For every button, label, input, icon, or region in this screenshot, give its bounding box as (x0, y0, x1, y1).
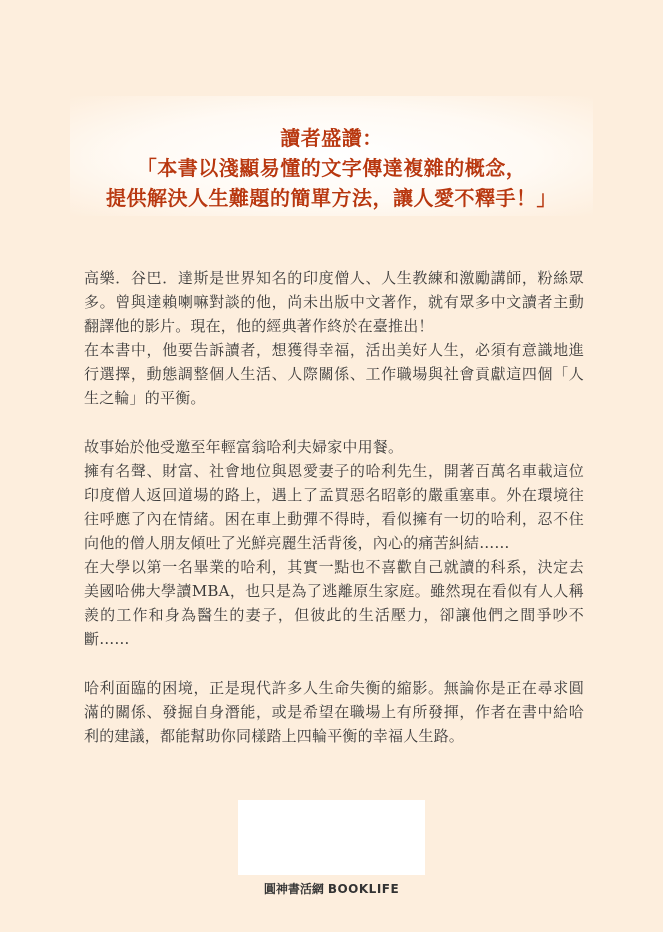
praise-quote-line-2: 提供解決人生難題的簡單方法，讓人愛不釋手！」 (106, 186, 557, 210)
paragraph-spacer (84, 652, 584, 676)
praise-heading: 讀者盛讚： (280, 126, 383, 150)
publisher-logo (0, 880, 663, 897)
paragraph-spacer (84, 411, 584, 435)
praise-quote-line-1: 「本書以淺顯易懂的文字傳達複雜的概念， (136, 156, 527, 180)
barcode-area (238, 800, 425, 875)
book-description (84, 266, 584, 748)
paragraph-harry-traffic: 擁有名聲、財富、社會地位與恩愛妻子的哈利先生，開著百萬名車載這位印度僧人返回道場的路上，遇上了孟買惡名昭彰的嚴重塞車。外在環境往往呼應了內在情緒。困在車上動彈不得時，看似擁有一切的哈利，忍不住向他的僧人朋友傾吐了光鮮亮麗生活背後，內心的痛苦糾結…… (84, 461, 584, 553)
publisher-cn-name: 圓神書活網 (263, 882, 324, 896)
paragraph-harry-background: 在大學以第一名畢業的哈利，其實一點也不喜歡自己就讀的科系，決定去美國哈佛大學讀MBA，也只是為了逃離原生家庭。雖然現在看似有人人稱羨的工作和身為醫生的妻子，但彼此的生活壓力，卻讓他們之間爭吵不斷…… (84, 558, 584, 649)
paragraph-conclusion: 哈利面臨的困境，正是現代許多人生命失衡的縮影。無論你是正在尋求圓滿的關係、發掘自身潛能，或是希望在職場上有所發揮，作者在書中給哈利的建議，都能幫助你同樣踏上四輪平衡的幸福人生路。 (84, 678, 584, 745)
paragraph-intro: 高樂．谷巴．達斯是世界知名的印度僧人、人生教練和激勵講師，粉絲眾多。曾與達賴喇嘛對談的他，尚未出版中文著作，就有眾多中文讀者主動翻譯他的影片。現在，他的經典著作終於在臺推出！ (84, 269, 584, 336)
publisher-brand: BOOKLIFE (327, 882, 400, 896)
paragraph-story-start: 故事始於他受邀至年輕富翁哈利夫婦家中用餐。 (84, 437, 404, 456)
paragraph-wheel-of-life: 在本書中，他要告訴讀者，想獲得幸福，活出美好人生，必須有意識地進行選擇，動態調整個人生活、人際關係、工作職場與社會貢獻這四個「人生之輪」的平衡。 (84, 341, 584, 408)
